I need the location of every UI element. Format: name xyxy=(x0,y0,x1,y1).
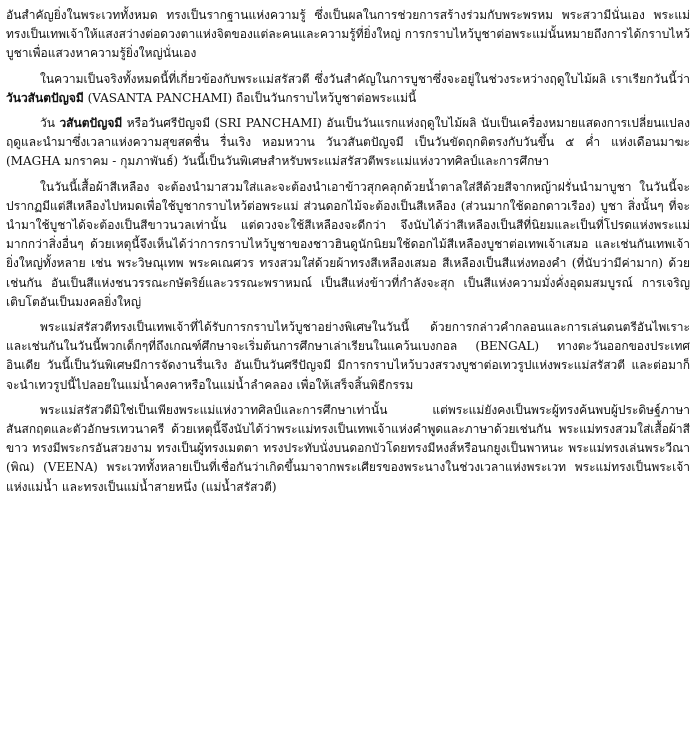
paragraph-text: ในวันนี้เสื้อผ้าสีเหลือง จะต้องนำมาสวมใส่และจะต้องนำเอาข้าวสุกคลุกด้วยน้ำตาลใส่สีด้วยสีจากหญ้าฝรั่นนำมาบูชา ในวันนี้จะปรากฏมีแต่สีเหลืองไปหมดเพื่อใช้บูชากราบไหว้ต่อพระแม่ ส่วนดอกไม้จะต้องเป็นสีเหลือง (ส่วนมากใช้ดอกดาวเรือง) บูชา สิ่งนั้นๆ ที่จะนำมาใช้บูชาได้จะต้องเป็นสีขาวนวลเท่านั้น แต่ดวงจะใช้สีเหลืองจะดีกว่า จึงนับได้ว่าสีเหลืองเป็นสีที่นิยมและเป็นที่โปรดแห่งพระแม่มากกว่าสิ่งอื่นๆ ด้วยเหตุนี้จึงเห็นได้ว่าการกราบไหว้บูชาของชาวฮินดูนักนิยมใช้ดอกไม้สีเหลืองบูชาต่อเทพเจ้าเสมอ และเช่นกันเทพเจ้ายิ่งใหญ่ทั้งหลาย เช่น พระวิษณุเทพ พระคเณศวร ทรงสวมใส่ด้วยผ้าทรงสีเหลืองเสมอ สีเหลืองเป็นสีแห่งทองคำ (ที่นับว่ามีค่ามาก) ด้วยเช่นกัน อันเป็นสีแห่งชนวรรณะกษัตริย์และวรรณะพราหมณ์ เป็นสีแห่งข้าวที่กำลังจะสุก เป็นสีแห่งความมั่งคั่งอุดมสมบูรณ์ การเจริญเติบโตอันเป็นมงคลยิ่งใหญ่ xyxy=(6,179,690,309)
paragraph xyxy=(6,114,690,172)
paragraph-text: พระแม่สรัสวตีทรงเป็นเทพเจ้าที่ได้รับการกราบไหว้บูชาอย่างพิเศษในวันนี้ ด้วยการกล่าวคำกลอนและการเล่นดนตรีอันไพเราะและเช่นกันในวันนี้พวกเด็กๆที่ถึงเกณฑ์ศึกษาจะเริ่มต้นการศึกษาเล่าเรียนในแคว้นเบงกอล (BENGAL) ทางตะวันออกของประเทศอินเดีย วันนี้เป็นวันพิเศษมีการจัดงานรื่นเริง อันเป็นวันศรีปัญจมี มีการกราบไหว้บวงสรวงบูชาต่อเทวรูปแห่งพระแม่สรัสวตี และต่อมาก็จะนำเทวรูปนี้ไปลอยในแม่น้ำคงคาหรือในแม่น้ำลำคลอง เพื่อให้เสร็จสิ้นพิธีกรรม xyxy=(6,320,690,392)
paragraph xyxy=(6,6,690,64)
paragraph-text: ในความเป็นจริงทั้งหมดนี้ที่เกี่ยวข้องกับพระแม่สรัสวตี ซึ่งวันสำคัญในการบูชาซึ่งจะอยู่ในช่วงระหว่างฤดูใบไม้ผลิ เราเรียกวันนี้ว่า xyxy=(40,71,690,86)
paragraph-text: วัน xyxy=(40,116,60,131)
paragraph xyxy=(6,318,690,395)
bold-term: วสันตปัญจมี xyxy=(59,116,123,131)
bold-term: วันวสันตปัญจมี xyxy=(6,90,84,105)
paragraph xyxy=(6,401,690,497)
paragraph-text: หรือวันศรีปัญจมี (SRI PANCHAMI) อันเป็นวันแรกแห่งฤดูใบไม้ผลิ นับเป็นเครื่องหมายแสดงการเปลี่ยนแปลงฤดูและนำมาซึ่งเวลาแห่งความสุขสดชื่น รื่นเริง หอมหวาน วันวสันตปัญจมี เป็นวันขัดฤกติตรงกับวันขึ้น ๕ ค่ำ แห่งเดือนมาฆะ (MAGHA มกราคม - กุมภาพันธ์) วันนี้เป็นวันพิเศษสำหรับพระแม่สรัสวตีพระแม่แห่งวาทศิลป์และการศึกษา xyxy=(6,116,690,169)
paragraph-text: พระแม่สรัสวตีมิใช่เป็นเพียงพระแม่แห่งวาทศิลป์และการศึกษาเท่านั้น แต่พระแม่ยังคงเป็นพระผู้ทรงค้นพบผู้ประดิษฐ์ภาษาสันสกฤตและตัวอักษรเทวนาครี ด้วยเหตุนี้จึงนับได้ว่าพระแม่ทรงเป็นเทพเจ้าแห่งคำพูดและภาษาด้วยเช่นกัน พระแม่ทรงสวมใส่เสื้อผ้าสีขาว ทรงมีพระกรอันสวยงาม ทรงเป็นผู้ทรงเมตตา ทรงประทับนั่งบนดอกบัวโดยทรงมีหงส์หรือนกยูงเป็นพาหนะ พระแม่ทรงเล่นพระวีณา (พิณ) (VEENA) พระเวททั้งหลายเป็นที่เชื่อกันว่าเกิดขึ้นมาจากพระเศียรของพระนางในช่วงเวลาแห่งพระเวท พระแม่ทรงเป็นพระเจ้าแห่งแม่น้ำ และทรงเป็นแม่น้ำสายหนึ่ง (แม่น้ำสรัสวตี) xyxy=(6,402,690,494)
paragraph-text: (VASANTA PANCHAMI) ถือเป็นวันกราบไหว้บูชาต่อพระแม่นี้ xyxy=(83,90,417,105)
paragraph xyxy=(6,178,690,312)
paragraph-text: อันสำคัญยิ่งในพระเวททั้งหมด ทรงเป็นรากฐานแห่งความรู้ ซึ่งเป็นผลในการช่วยการสร้างร่วมกับพระพรหม พระสวามีนั่นเอง พระแม่ทรงเป็นเทพเจ้าให้แสงสว่างต่อดวงตาแห่งจิตของแต่ละคนและความรู้ที่ยิ่งใหญ่ การกราบไหว้บูชาต่อพระแม่นั้นหมายถึงการได้กราบไหว้บูชาเพื่อแสวงหาความรู้ยิ่งใหญ่นั่นเอง xyxy=(6,8,690,61)
paragraph xyxy=(6,70,690,108)
